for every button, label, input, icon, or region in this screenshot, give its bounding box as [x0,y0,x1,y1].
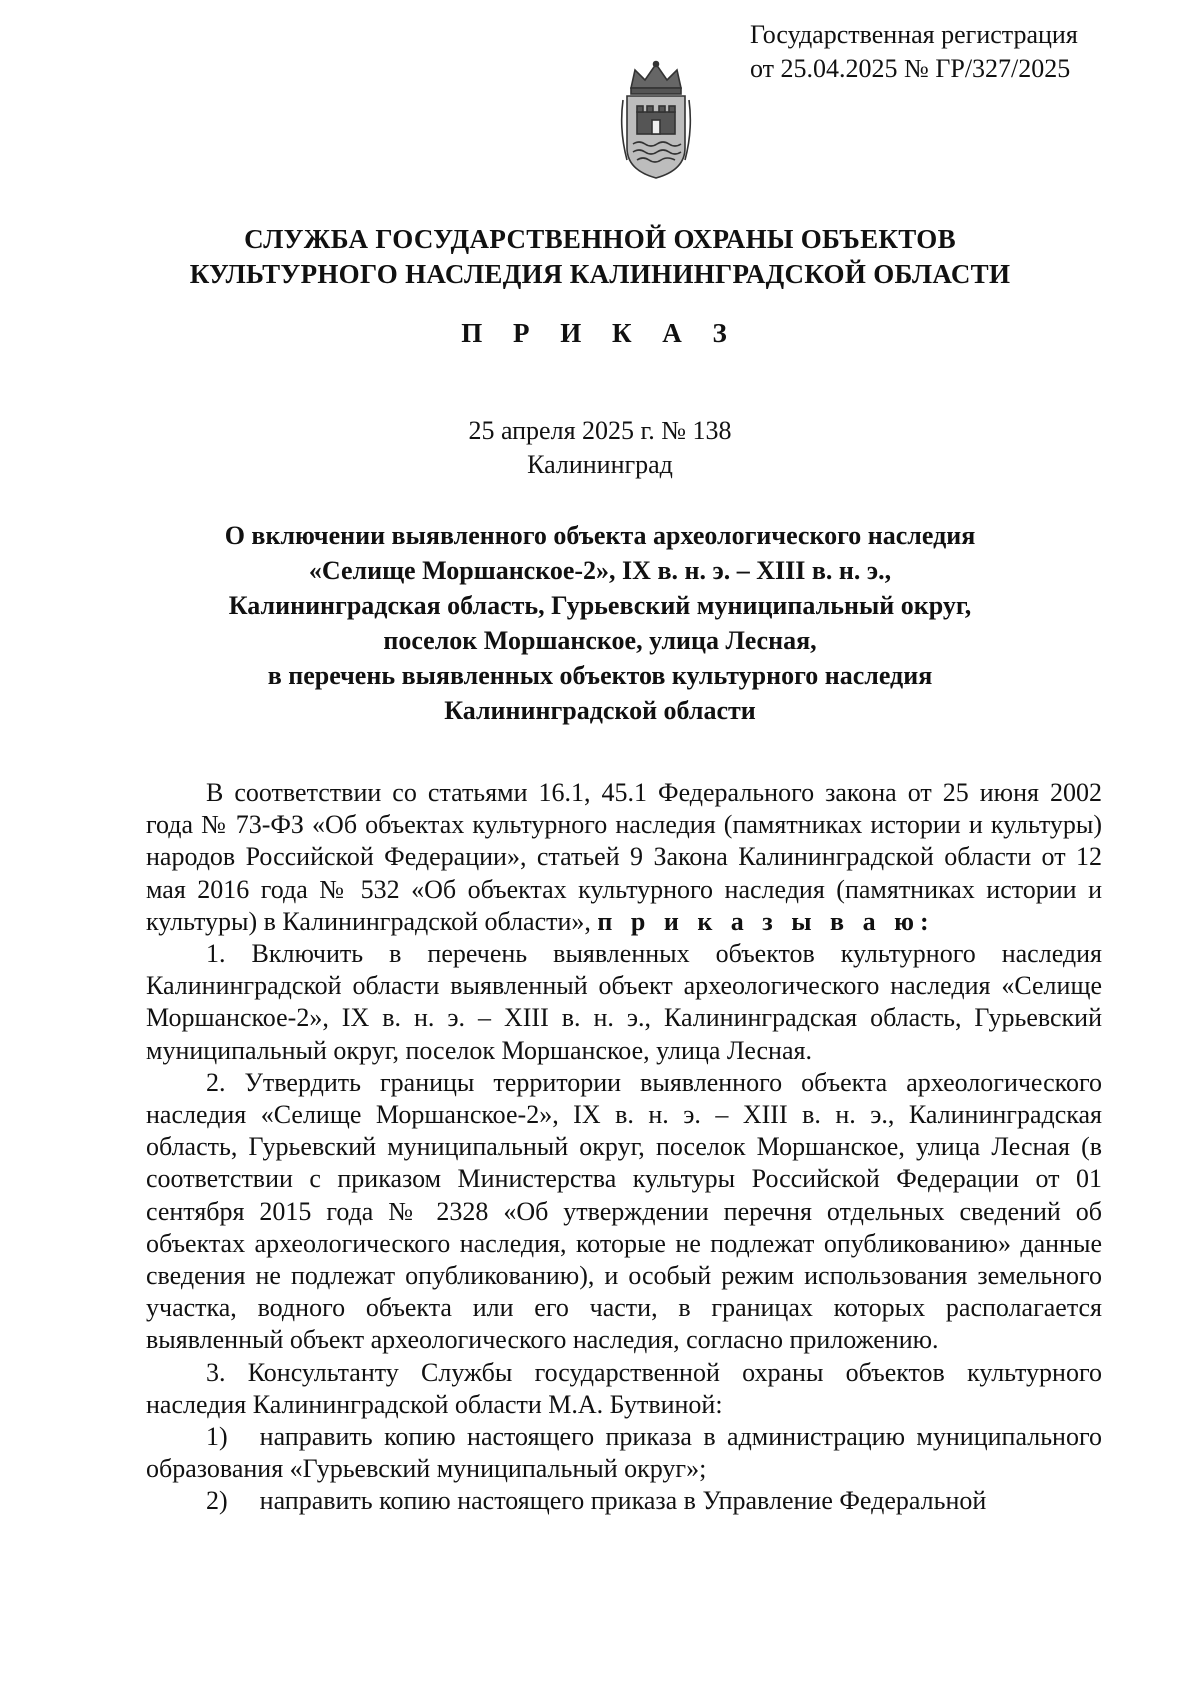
title-line: Калининградская область, Гурьевский муниципальный округ, [228,591,972,620]
item-1-paragraph: 1. Включить в перечень выявленных объектов культурного наследия Калининградской области выявленный объект археологического наследия «Селище Моршанское-2», IX в. н. э. – XIII в. н. э., Калининградская область, Гурьевский муниципальный округ, поселок Моршанское, улица Лесная. [146,939,1102,1065]
subitem-1-paragraph [146,1421,1102,1485]
preamble-paragraph [146,777,1102,938]
date-and-place [0,414,1200,482]
subitem-1-number: 1) [206,1422,228,1452]
subitem-2-text: направить копию настоящего приказа в Управление Федеральной [259,1486,987,1516]
title-line: «Селище Моршанское-2», IX в. н. э. – XIII в. н. э., [308,556,892,585]
registration-line-2: от 25.04.2025 № ГР/327/2025 [750,54,1071,83]
registration-line-1: Государственная регистрация [750,20,1078,49]
order-date-number: 25 апреля 2025 г. № 138 [468,416,732,445]
order-city: Калининград [527,450,673,479]
coat-of-arms-icon [617,60,695,180]
document-type: П Р И К А З [461,318,739,348]
subitem-1-text: направить копию настоящего приказа в администрацию муниципального образования «Гурьевский муниципальный округ»; [146,1422,1102,1484]
title-line: поселок Моршанское, улица Лесная, [383,626,817,655]
subitem-2-number: 2) [206,1486,228,1516]
title-line: в перечень выявленных объектов культурного наследия [267,661,933,690]
subitem-2-paragraph [146,1485,1102,1517]
organization-line-2: КУЛЬТУРНОГО НАСЛЕДИЯ КАЛИНИНГРАДСКОЙ ОБЛАСТИ [189,259,1011,289]
order-word: п р и к а з ы в а ю: [597,906,935,936]
title-line: Калининградской области [444,696,756,725]
preamble-text: В соответствии со статьями 16.1, 45.1 Федерального закона от 25 июня 2002 года № 73-ФЗ «Об объектах культурного наследия (памятниках истории и культуры) народов Российской Федерации», статьей 9 Закона Калининградской области от 12 мая 2016 года № 532 «Об объектах культурного наследия (памятниках истории и культуры) в Калининградской области», [146,778,1102,936]
order-title [80,518,1120,728]
organization-line-1: СЛУЖБА ГОСУДАРСТВЕННОЙ ОХРАНЫ ОБЪЕКТОВ [244,224,956,254]
organization-name [0,222,1200,292]
item-3-paragraph: 3. Консультанту Службы государственной охраны объектов культурного наследия Калининградской области М.А. Бутвиной: [146,1357,1102,1419]
title-line: О включении выявленного объекта археологического наследия [224,521,976,550]
registration-stamp [750,18,1130,86]
item-2-paragraph: 2. Утвердить границы территории выявленного объекта археологического наследия «Селище Моршанское-2», IX в. н. э. – XIII в. н. э., Калининградская область, Гурьевский муниципальный округ, поселок Моршанское, улица Лесная (в соответствии с приказом Министерства культуры Российской Федерации от 01 сентября 2015 года № 2328 «Об утверждении перечня отдельных сведений об объектах археологического наследия, которые не подлежат опубликованию» данные сведения не подлежат опубликованию), и особый режим использования земельного участка, водного объекта или его части, в границах которых располагается выявленный объект археологического наследия, согласно приложению. [146,1067,1102,1355]
order-body [146,777,1102,1518]
